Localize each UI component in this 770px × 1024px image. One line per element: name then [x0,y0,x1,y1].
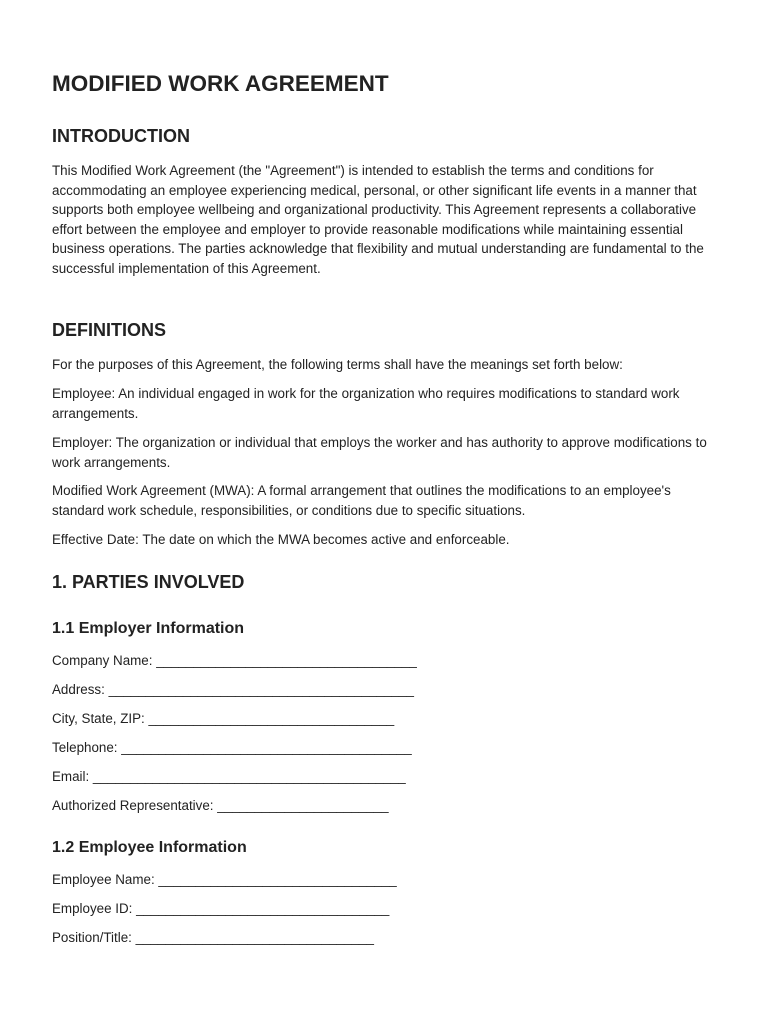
position-title-field[interactable]: Position/Title: ________________________________ [52,930,374,945]
employee-id-field[interactable]: Employee ID: __________________________________ [52,901,390,916]
company-name-field[interactable]: Company Name: ___________________________________ [52,653,417,668]
employer-info-heading: 1.1 Employer Information [52,620,245,637]
email-field[interactable]: Email: __________________________________________ [52,769,406,784]
definitions-lead: For the purposes of this Agreement, the following terms shall have the meanings set forth below: [52,357,623,372]
telephone-field[interactable]: Telephone: _______________________________________ [52,740,412,755]
definition-employer: Employer: The organization or individual that employs the worker and has authority to approve modifications to work arrangements. [52,435,707,470]
document-title: MODIFIED WORK AGREEMENT [52,71,389,96]
definition-mwa: Modified Work Agreement (MWA): A formal arrangement that outlines the modifications to an employee's standard work schedule, responsibilities, or conditions due to specific situations. [52,483,671,518]
parties-heading: 1. PARTIES INVOLVED [52,572,245,592]
introduction-heading: INTRODUCTION [52,126,190,146]
authorized-representative-field[interactable]: Authorized Representative: _______________________ [52,798,389,813]
introduction-body: This Modified Work Agreement (the "Agreement") is intended to establish the terms and conditions for accommodating an employee experiencing medical, personal, or other significant life events in a manner that supports both employee wellbeing and organizational productivity. This Agreement represents a collaborative effort between the employee and employer to provide reasonable modifications while maintaining essential business operations. The parties acknowledge that flexibility and mutual understanding are fundamental to the successful implementation of this Agreement. [52,163,704,276]
employee-info-heading: 1.2 Employee Information [52,839,247,856]
definition-effective-date: Effective Date: The date on which the MWA becomes active and enforceable. [52,532,510,547]
definitions-heading: DEFINITIONS [52,320,167,340]
city-state-zip-field[interactable]: City, State, ZIP: _________________________________ [52,711,395,726]
definition-employee: Employee: An individual engaged in work for the organization who requires modifications to standard work arrangements. [52,386,680,421]
address-field[interactable]: Address: _________________________________________ [52,682,414,697]
employee-name-field[interactable]: Employee Name: ________________________________ [52,872,397,887]
